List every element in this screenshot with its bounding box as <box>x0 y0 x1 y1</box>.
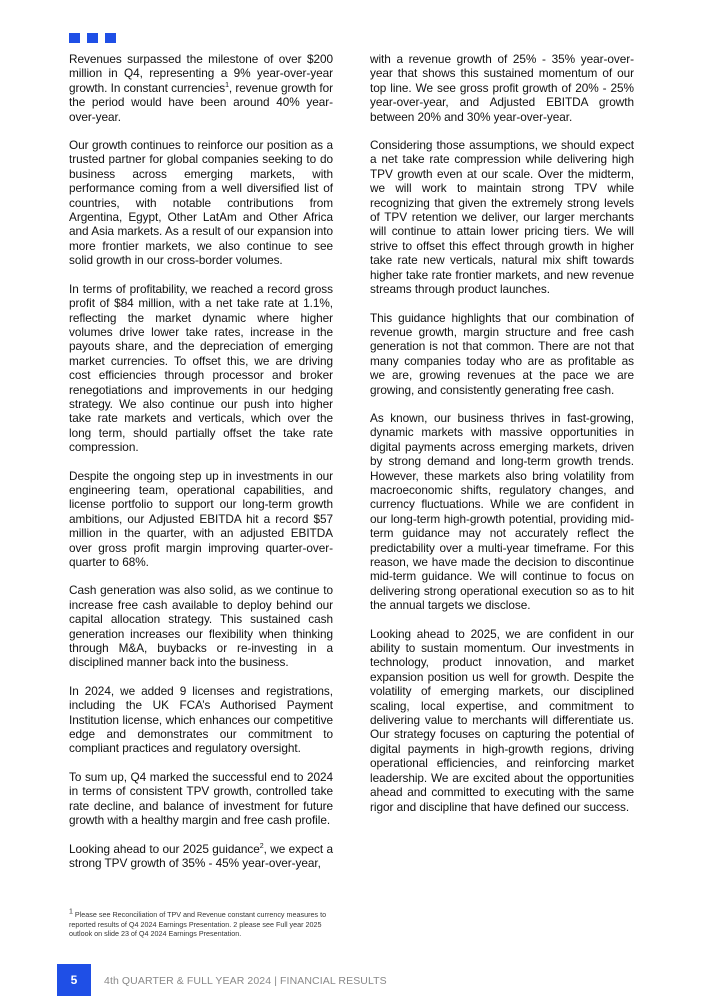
right-column <box>370 52 634 828</box>
paragraph: In terms of profitability, we reached a record gross profit of $84 million, with a net take rate at 1.1%, reflecting the market dynamic where higher volumes drive lower take rates, increase in the payouts share, and the depreciation of emerging market currencies. To offset this, we are driving cost efficiencies through processor and broker renegotiations and improvements in our hedging strategy. We also continue our push into higher take rate markets and verticals, which over the long term, should partially offset the take rate compression. <box>69 281 333 455</box>
paragraph: Our growth continues to reinforce our position as a trusted partner for global companies seeking to do business across emerging markets, with performance coming from a well diversified list of countries, with notable contributions from Argentina, Egypt, Other LatAm and Other Africa and Asia markets. As a result of our expansion into more frontier markets, we also continue to see solid growth in our cross-border volumes. <box>69 138 333 268</box>
paragraph: As known, our business thrives in fast-growing, dynamic markets with massive opportunities in digital payments across emerging markets, driven by strong demand and long-term growth trends. However, these markets also bring volatility from macroeconomic shifts, regulatory changes, and currency fluctuations. While we are confident in our long-term high-growth potential, providing mid-term guidance may not accurately reflect the predictability over a multi-year timeframe. For this reason, we have made the decision to discontinue mid-term guidance. We will continue to focus on delivering strong operational execution so as to hit the annual targets we disclose. <box>370 410 634 613</box>
paragraph: Cash generation was also solid, as we continue to increase free cash available to deploy behind our capital allocation strategy. This sustained cash generation increases our flexibility when thinking through M&A, buybacks or re-investing in a disciplined manner back into the business. <box>69 583 333 670</box>
paragraph: To sum up, Q4 marked the successful end to 2024 in terms of consistent TPV growth, controlled take rate decline, and balance of investment for future growth with a healthy margin and free cash profile. <box>69 769 333 828</box>
footnote: $^1$ Please see Reconciliation of TPV and Revenue constant currency measures to reported results of Q4 2024 Earnings Presentation. 2 please see Full year 2025 outlook on slide 23 of Q4 2024 Earnings Presentation. <box>69 908 327 939</box>
paragraph: Revenues surpassed the milestone of over $200 million in Q4, representing a 9% year-over-year growth. In constant currencies$^1$, revenue growth for the period would have been around 40% year-over-year. <box>69 52 334 124</box>
footnote-ref: 1 <box>225 81 229 89</box>
square-icon <box>87 33 98 43</box>
page-number: 5 <box>57 964 91 996</box>
page-footer <box>0 964 708 996</box>
left-column <box>69 52 333 884</box>
paragraph: This guidance highlights that our combination of revenue growth, margin structure and free cash generation is not that common. There are not that many companies today who are as profitable as we are, growing revenues at the pace we are growing, and consistently generating free cash. <box>370 310 634 397</box>
paragraph: Considering those assumptions, we should expect a net take rate compression while delivering high TPV growth even at our scale. Over the midterm, we will work to maintain strong TPV while recognizing that given the extremely strong levels of TPV retention we deliver, our larger merchants will continue to attain lower pricing tiers. We will strive to offset this effect through growth in higher take rate new verticals, natural mix shift towards higher take rate frontier markets, and new revenue streams through product launches. <box>370 138 634 297</box>
decorative-squares <box>69 33 116 43</box>
paragraph: In 2024, we added 9 licenses and registrations, including the UK FCA’s Authorised Payment Institution license, which enhances our competitive edge and demonstrates our commitment to compliant practices and regulatory oversight. <box>69 683 333 756</box>
footer-title: 4th QUARTER & FULL YEAR 2024 | FINANCIAL RESULTS <box>104 975 387 987</box>
paragraph: with a revenue growth of 25% - 35% year-over-year that shows this sustained momentum of our top line. We see gross profit growth of 20% - 25% year-over-year, and Adjusted EBITDA growth between 20% and 30% year-over-year. <box>370 52 634 124</box>
paragraph: Despite the ongoing step up in investments in our engineering team, operational capabilities, and license portfolio to support our long-term growth ambitions, our Adjusted EBITDA hit a record $57 million in the quarter, with an adjusted EBITDA over gross profit margin improving quarter-over-quarter to 68%. <box>69 468 333 569</box>
paragraph: Looking ahead to 2025, we are confident in our ability to sustain momentum. Our investments in technology, product innovation, and market expansion position us well for growth. Despite the volatility of emerging markets, our disciplined scaling, local expertise, and commitment to delivering value to merchants will differentiate us. Our strategy focuses on capturing the potential of digital payments in high-growth regions, driving operational efficiencies, and reinforcing market leadership. We are excited about the opportunities ahead and committed to executing with the same rigor and discipline that have defined our success. <box>370 626 634 814</box>
footnote-ref: 2 <box>259 842 264 850</box>
square-icon <box>105 33 116 43</box>
square-icon <box>69 33 80 43</box>
paragraph: Looking ahead to our 2025 guidance$^2$, we expect a strong TPV growth of 35% - 45% year-over-year, <box>69 841 333 870</box>
